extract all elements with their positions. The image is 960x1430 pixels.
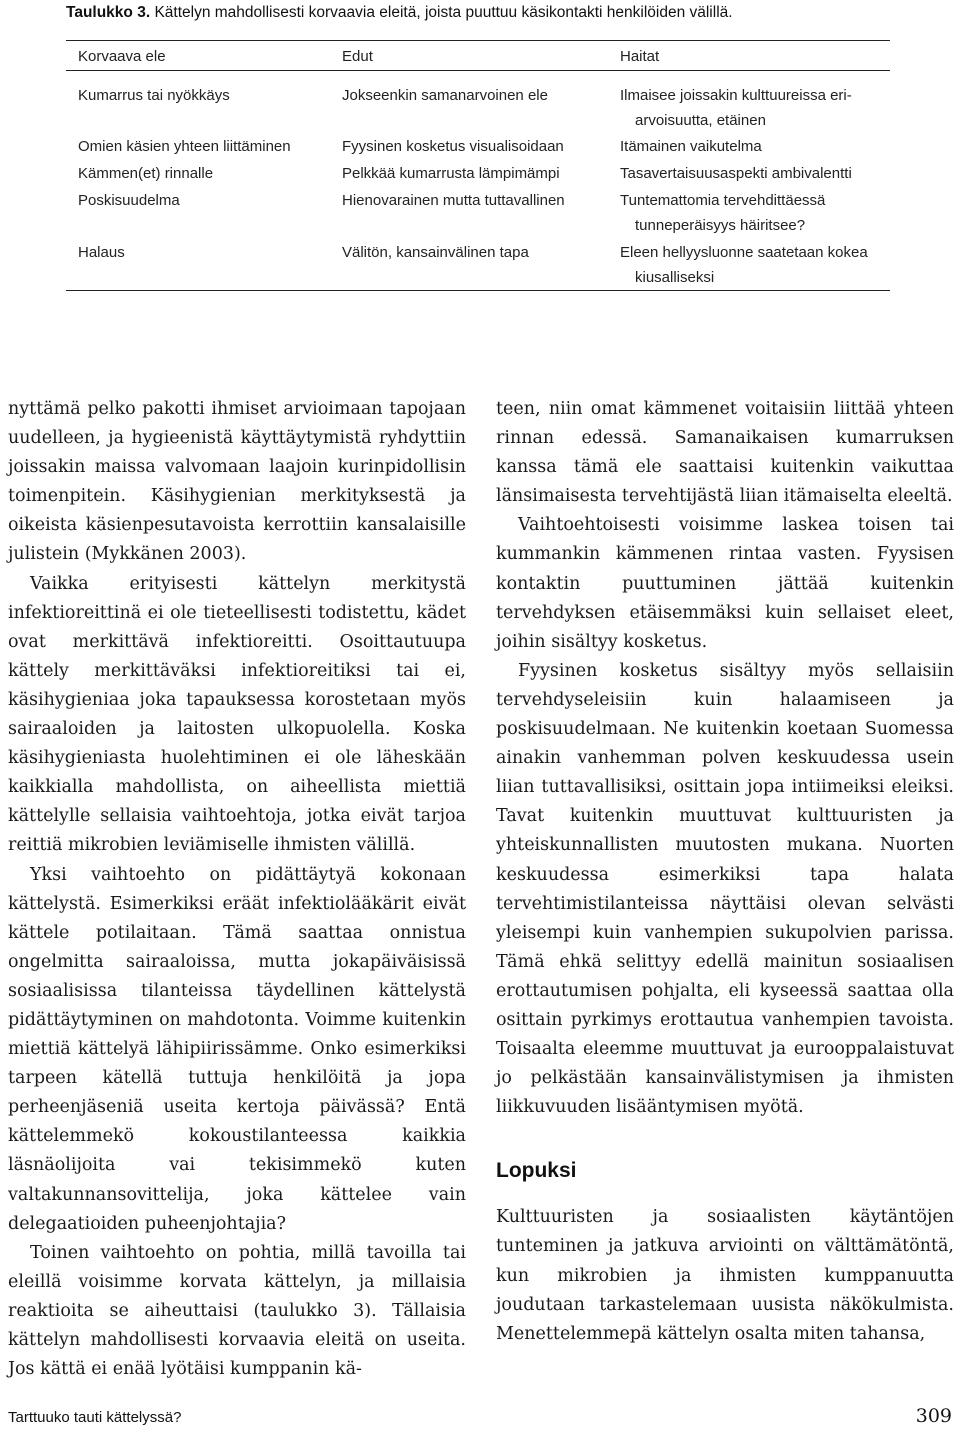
table-header-edut: Edut	[342, 48, 373, 65]
table-cell-haitat-line: Ilmaisee joissakin kulttuureissa eri-	[620, 87, 852, 104]
page-number: 309	[915, 1405, 952, 1427]
table-cell-haitat	[620, 188, 825, 238]
table-cell-haitat-line: arvoisuutta, etäinen	[635, 112, 766, 129]
table-top-rule	[66, 40, 890, 41]
paragraph: Toinen vaihtoehto on pohtia, millä tavoilla tai eleillä voisimme korvata kättelyn, ja millaisia reaktioita se aiheuttaisi (taulukko 3). Tällaisia kättelyn mahdollisesti korvaavia eleitä on useita. Jos kättä ei enää lyötäisi kumppanin kä-	[8, 1242, 466, 1380]
paragraph: Fyysinen kosketus sisältyy myös sellaisiin tervehdyseleisiin kuin halaamiseen ja poskisuudelmaan. Ne kuitenkin koetaan Suomessa ainakin vanhemman polven keskuudessa usein liian tuttavallisiksi, osittain jopa intiimeiksi eleiksi. Tavat kuitenkin muuttuvat kulttuuristen ja yhteiskunnallisten muutosten mukana. Nuorten keskuudessa esimerkiksi tapa halata tervehtimistilanteissa näyttäisi olevan selvästi yleisempi kuin vanhempien sukupolvien parissa. Tämä ehkä selittyy edellä mainitun sosiaalisen erottautumisen pohjalta, eli kyseessä saattaa olla osittain pyrkimys erottautua vanhempien tavoista. Toisaalta eleemme muuttuvat ja eurooppalaistuvat jo pelkästään kansainvälistymisen ja ihmisten liikkuvuuden lisääntymisen myötä.	[496, 660, 954, 1118]
table-caption	[66, 3, 946, 23]
table-caption-label: Taulukko 3.	[66, 4, 151, 21]
left-column	[8, 395, 466, 1384]
table-cell-edut: Fyysinen kosketus visualisoidaan	[342, 138, 564, 155]
paragraph: Yksi vaihtoehto on pidättäytyä kokonaan kättelystä. Esimerkiksi eräät infektiolääkärit eivät kättele potilaitaan. Tämä saattaa onnistua ongelmitta sairaaloissa, mutta jokapäiväisissä sosiaalisissa tilanteissa täydellinen kättelystä pidättäytyminen on mahdotonta. Voimme kuitenkin miettiä kättelyä lähipiirissämme. Onko esimerkiksi tarpeen kätellä tuttuja henkilöitä ja jopa perheenjäseniä useita kertoja päivässä? Entä kättelemmekö kokoustilanteessa kaikkia läsnäolijoita vai tekisimmekö kuten valtakunnansovittelija, joka kättelee vain delegaatioiden puheenjohtajia?	[8, 864, 466, 1234]
paragraph: nyttämä pelko pakotti ihmiset arvioimaan tapojaan uudelleen, ja hygieenistä käyttäytymistä ryhdyttiin joissakin maissa valvomaan laajoin kurinpidollisin toimenpitein. Käsihygienian merkityksestä ja oikeista käsienpesutavoista kerrottiin kansalaisille julistein (Mykkänen 2003).	[8, 399, 466, 565]
paragraph: Vaihtoehtoisesti voisimme laskea toisen tai kummankin kämmenen rintaa vasten. Fyysisen kontaktin puuttuminen jättää kuitenkin tervehdyksen etäisemmäksi kuin sellaiset eleet, joihin sisältyy kosketus.	[496, 515, 954, 652]
running-footer-title: Tarttuuko tauti kättelyssä?	[8, 1409, 182, 1426]
table-cell-edut: Välitön, kansainvälinen tapa	[342, 244, 529, 261]
paragraph: Kulttuuristen ja sosiaalisten käytäntöjen tunteminen ja jatkuva arviointi on välttämätöntä, kun mikrobien ja ihmisten kumppanuutta joudutaan tarkastelemaan uusista näkökulmista. Menettelemmepä kättelyn osalta miten tahansa,	[496, 1207, 954, 1344]
table-caption-text: Kättelyn mahdollisesti korvaavia eleitä, joista puuttuu käsikontakti henkilöiden välillä.	[154, 4, 733, 21]
table-cell-edut: Hienovarainen mutta tuttavallinen	[342, 192, 565, 209]
table-cell-ele: Omien käsien yhteen liittäminen	[78, 138, 291, 155]
right-column	[496, 395, 954, 1349]
section-heading: Lopuksi	[496, 1159, 577, 1183]
paragraph: teen, niin omat kämmenet voitaisiin liittää yhteen rinnan edessä. Samanaikaisen kumarruksen kanssa tämä ele saattaisi kuitenkin vaikuttaa länsimaisesta tervehtijästä liian itämaiselta eleeltä.	[496, 399, 954, 507]
table-bottom-rule	[66, 290, 890, 291]
table-cell-ele: Halaus	[78, 244, 125, 261]
table-header-haitat: Haitat	[620, 48, 660, 65]
paragraph: Vaikka erityisesti kättelyn merkitystä infektioreittinä ei ole tieteellisesti todistettu, kädet ovat merkittävä infektioreitti. Osoittautuupa kättely merkittäväksi infektioreitiksi tai ei, käsihygieniaa joka tapauksessa korostetaan myös sairaaloiden ja laitosten ulkopuolella. Koska käsihygieniasta huolehtiminen ei ole läheskään kaikkialla mahdollista, on aiheellista miettiä kättelylle sellaisia vaihtoehtoja, jotka eivät tarjoa reittiä mikrobien leviämiselle ihmisten välillä.	[8, 573, 466, 856]
table-cell-haitat-line: tunneperäisyys häiritsee?	[635, 217, 806, 234]
table-cell-ele: Poskisuudelma	[78, 192, 180, 209]
table-cell-haitat	[620, 240, 868, 290]
table-cell-edut: Jokseenkin samanarvoinen ele	[342, 87, 548, 104]
table-cell-haitat: Itämainen vaikutelma	[620, 138, 762, 155]
table-cell-haitat-line: Eleen hellyysluonne saatetaan kokea	[620, 244, 868, 261]
table-cell-haitat: Tasavertaisuusaspekti ambivalentti	[620, 165, 852, 182]
table-cell-edut: Pelkkää kumarrusta lämpimämpi	[342, 165, 560, 182]
table-header-ele: Korvaava ele	[78, 48, 166, 65]
table-cell-haitat-line: kiusalliseksi	[635, 269, 715, 286]
table-cell-ele: Kämmen(et) rinnalle	[78, 165, 214, 182]
table-cell-haitat	[620, 83, 852, 133]
table-cell-haitat-line: Tuntemattomia tervehdittäessä	[620, 192, 826, 209]
table-header-rule	[66, 70, 890, 71]
table-cell-ele: Kumarrus tai nyökkäys	[78, 87, 230, 104]
